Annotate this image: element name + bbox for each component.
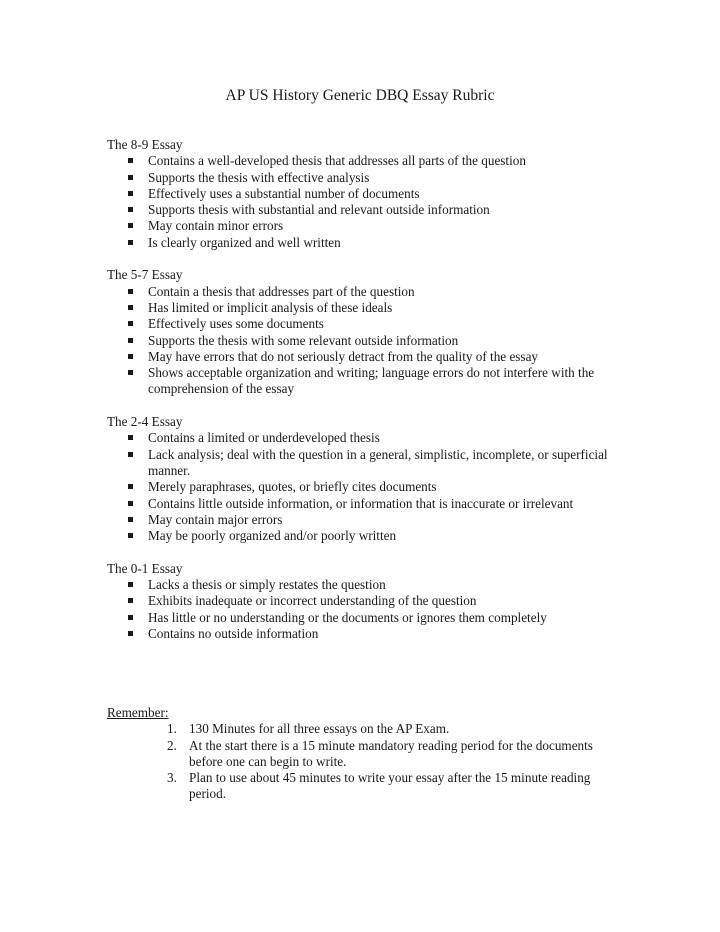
criteria-text: Contains a well-developed thesis that addresses all parts of the question [148, 153, 526, 169]
square-bullet-icon [128, 240, 133, 245]
criteria-item [107, 349, 627, 365]
section-heading: The 0-1 Essay [107, 560, 183, 576]
document-title: AP US History Generic DBQ Essay Rubric [225, 87, 495, 104]
criteria-item [107, 300, 627, 316]
criteria-item [107, 170, 627, 186]
criteria-text: Supports the thesis with some relevant outside information [148, 332, 459, 348]
square-bullet-icon [128, 615, 133, 620]
item-text: Plan to use about 45 minutes to write your essay after the 15 minute reading period. [189, 770, 591, 802]
criteria-item [107, 365, 627, 398]
remember-item [107, 738, 607, 771]
square-bullet-icon [128, 338, 133, 343]
section-0-1-essay [107, 561, 627, 642]
criteria-item [107, 577, 627, 593]
criteria-text: Contain a thesis that addresses part of the question [148, 283, 415, 299]
criteria-item [107, 153, 627, 169]
criteria-text: Supports thesis with substantial and relevant outside information [148, 202, 490, 218]
criteria-item [107, 218, 627, 234]
square-bullet-icon [128, 631, 133, 636]
criteria-text: Lacks a thesis or simply restates the question [148, 577, 386, 593]
criteria-text: Shows acceptable organization and writing; language errors do not interfere with the comprehension of the essay [148, 365, 595, 397]
criteria-item [107, 610, 627, 626]
square-bullet-icon [128, 223, 133, 228]
criteria-item [107, 626, 627, 642]
criteria-list [107, 430, 627, 544]
item-text: At the start there is a 15 minute mandatory reading period for the documents before one can begin to write. [189, 737, 593, 769]
square-bullet-icon [128, 305, 133, 310]
section-5-7-essay [107, 267, 627, 397]
square-bullet-icon [128, 501, 133, 506]
criteria-text: Supports the thesis with effective analysis [148, 169, 370, 185]
criteria-text: May contain minor errors [148, 218, 284, 234]
criteria-text: Contains little outside information, or information that is inaccurate or irrelevant [148, 495, 574, 511]
item-number: 2. [167, 737, 177, 753]
remember-item [107, 721, 607, 737]
item-number: 1. [167, 721, 177, 737]
criteria-text: Effectively uses a substantial number of documents [148, 185, 420, 201]
criteria-item [107, 186, 627, 202]
criteria-item [107, 202, 627, 218]
criteria-item [107, 528, 627, 544]
criteria-item [107, 316, 627, 332]
remember-list [107, 721, 607, 802]
section-heading: The 2-4 Essay [107, 414, 183, 430]
square-bullet-icon [128, 598, 133, 603]
criteria-item [107, 333, 627, 349]
square-bullet-icon [128, 191, 133, 196]
square-bullet-icon [128, 370, 133, 375]
criteria-text: Lack analysis; deal with the question in a general, simplistic, incomplete, or superficial manner. [148, 446, 608, 478]
remember-item [107, 770, 607, 803]
criteria-text: Effectively uses some documents [148, 316, 324, 332]
square-bullet-icon [128, 207, 133, 212]
square-bullet-icon [128, 517, 133, 522]
square-bullet-icon [128, 435, 133, 440]
criteria-item [107, 447, 627, 480]
item-text: 130 Minutes for all three essays on the AP Exam. [189, 721, 450, 737]
square-bullet-icon [128, 533, 133, 538]
square-bullet-icon [128, 175, 133, 180]
section-2-4-essay [107, 414, 627, 544]
item-number: 3. [167, 770, 177, 786]
square-bullet-icon [128, 452, 133, 457]
square-bullet-icon [128, 321, 133, 326]
criteria-text: Contains no outside information [148, 625, 319, 641]
criteria-text: Has limited or implicit analysis of these ideals [148, 299, 393, 315]
section-8-9-essay [107, 137, 627, 251]
criteria-item [107, 512, 627, 528]
criteria-item [107, 496, 627, 512]
criteria-item [107, 479, 627, 495]
criteria-text: Is clearly organized and well written [148, 234, 341, 250]
criteria-text: Exhibits inadequate or incorrect understanding of the question [148, 593, 477, 609]
square-bullet-icon [128, 158, 133, 163]
criteria-item [107, 284, 627, 300]
square-bullet-icon [128, 582, 133, 587]
remember-block [107, 705, 607, 803]
criteria-text: Contains a limited or underdeveloped thesis [148, 430, 380, 446]
rubric-content [107, 137, 627, 659]
square-bullet-icon [128, 289, 133, 294]
criteria-text: May contain major errors [148, 511, 283, 527]
criteria-item [107, 430, 627, 446]
criteria-list [107, 577, 627, 642]
criteria-list [107, 153, 627, 251]
criteria-text: May be poorly organized and/or poorly written [148, 528, 397, 544]
square-bullet-icon [128, 484, 133, 489]
criteria-text: Has little or no understanding or the documents or ignores them completely [148, 609, 547, 625]
square-bullet-icon [128, 354, 133, 359]
criteria-text: Merely paraphrases, quotes, or briefly cites documents [148, 479, 437, 495]
criteria-item [107, 593, 627, 609]
criteria-item [107, 235, 627, 251]
criteria-text: May have errors that do not seriously detract from the quality of the essay [148, 348, 539, 364]
section-heading: The 5-7 Essay [107, 267, 183, 283]
criteria-list [107, 284, 627, 398]
section-heading: The 8-9 Essay [107, 137, 183, 152]
remember-heading: Remember: [107, 705, 169, 720]
